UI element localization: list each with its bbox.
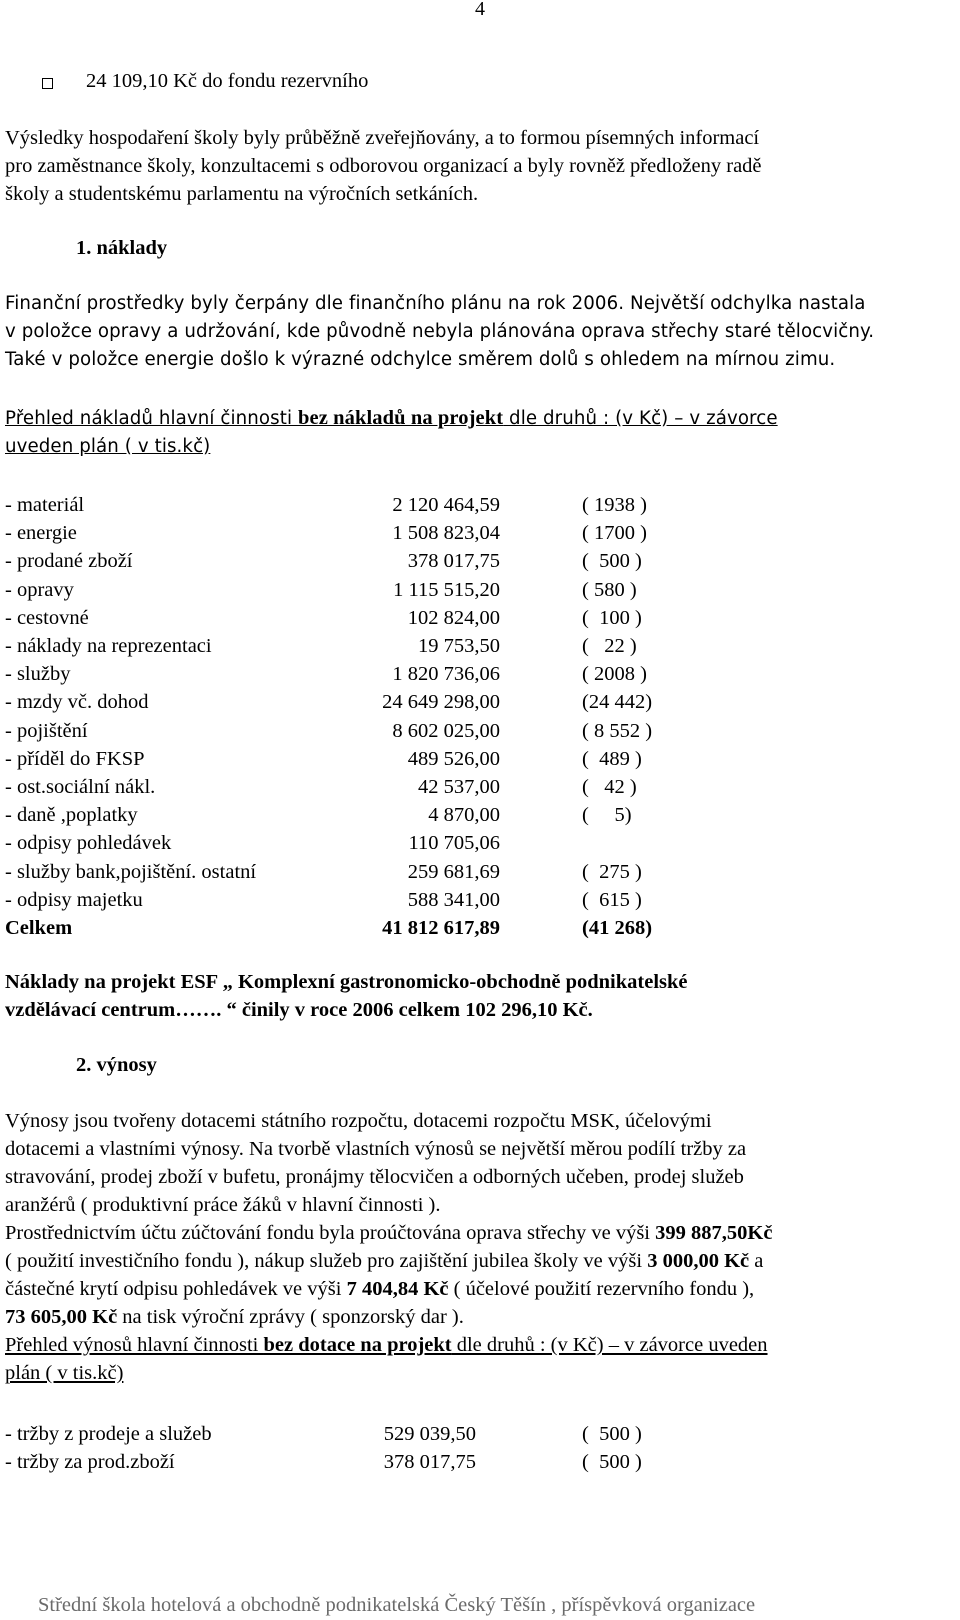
page-footer: Střední škola hotelová a obchodně podnikatelská Český Těšín , příspěvková organizace <box>38 1594 756 1616</box>
row-plan: ( 2008 ) <box>582 663 647 686</box>
section-heading-vynosy: 2. výnosy <box>76 1054 157 1076</box>
costs-table-row <box>0 519 960 547</box>
costs-table-row <box>0 858 960 886</box>
costs-overview-part3: dle druhů : (v Kč) – v závorce <box>503 408 778 429</box>
esf-paragraph <box>5 968 688 1024</box>
row-label: - cestovné <box>5 606 89 629</box>
row-label: - opravy <box>5 578 74 601</box>
costs-table-row <box>0 745 960 773</box>
costs-line: Finanční prostředky byly čerpány dle finančního plánu na rok 2006. Největší odchylka nastala <box>5 293 866 314</box>
costs-overview-line2: uveden plán ( v tis.kč) <box>5 436 211 457</box>
row-plan: ( 275 ) <box>582 860 642 883</box>
intro-line: Výsledky hospodaření školy byly průběžně zveřejňovány, a to formou písemných informací <box>5 127 760 149</box>
costs-table-row <box>0 576 960 604</box>
row-label: - náklady na reprezentaci <box>5 635 212 657</box>
row-plan: ( 22 ) <box>582 635 637 657</box>
costs-table-row <box>0 688 960 716</box>
row-plan: ( 489 ) <box>582 747 642 770</box>
fund-line: částečné krytí odpisu pohledávek ve výši 7 404,84 Kč ( účelové použití rezervního fondu ), <box>5 1278 755 1300</box>
row-plan: ( 500 ) <box>582 550 642 573</box>
row-amount: 110 705,06 <box>408 832 500 855</box>
row-amount: 1 820 736,06 <box>392 663 500 686</box>
revenue-line: aranžérů ( produktivní práce žáků v hlavní činnosti ). <box>5 1194 441 1216</box>
row-label: - ost.sociální nákl. <box>5 776 156 798</box>
costs-table-row <box>0 632 960 660</box>
revenue-overview-line2: plán ( v tis.kč) <box>5 1362 124 1384</box>
row-label: - tržby za prod.zboží <box>5 1451 175 1474</box>
row-amount: 529 039,50 <box>383 1423 476 1445</box>
row-label: - prodané zboží <box>5 550 133 573</box>
row-plan: ( 8 552 ) <box>582 719 653 742</box>
costs-line: Také v položce energie došlo k výrazné odchylce směrem dolů s ohledem na mírnou zimu. <box>5 349 836 370</box>
costs-table-row <box>0 829 960 857</box>
row-label: - tržby z prodeje a služeb <box>5 1423 212 1445</box>
row-plan: ( 580 ) <box>582 578 637 601</box>
amount-receivables: 7 404,84 Kč <box>346 1278 449 1300</box>
row-amount: 1 115 515,20 <box>393 578 500 601</box>
row-plan: ( 500 ) <box>582 1423 642 1445</box>
costs-table-row <box>0 773 960 801</box>
costs-table-row <box>0 660 960 688</box>
revenue-line: stravování, prodej zboží v bufetu, pronájmy tělocvičen a odborných učeben, prodej služeb <box>5 1166 744 1188</box>
row-amount: 378 017,75 <box>383 1451 476 1474</box>
costs-table-row <box>0 717 960 745</box>
row-amount: 259 681,69 <box>407 860 500 883</box>
intro-line: školy a studentskému parlamentu na výročních setkáních. <box>5 183 479 205</box>
row-label: - energie <box>5 522 77 545</box>
costs-table-row <box>0 491 960 519</box>
row-label: - služby bank,pojištění. ostatní <box>5 860 257 883</box>
row-amount: 4 870,00 <box>428 804 500 827</box>
row-amount: 102 824,00 <box>407 606 500 629</box>
intro-line: pro zaměstnance školy, konzultacemi s odborovou organizací a byly rovněž předloženy radě <box>5 155 762 177</box>
fund-line: Prostřednictvím účtu zúčtování fondu byla proúčtována oprava střechy ve výši 399 887,50Kč <box>5 1222 773 1244</box>
page-number: 4 <box>475 0 485 20</box>
row-amount: 489 526,00 <box>407 747 500 770</box>
esf-line: Náklady na projekt ESF „ Komplexní gastronomicko-obchodně podnikatelské <box>5 971 688 993</box>
amount-roof-repair: 399 887,50Kč <box>655 1222 773 1244</box>
section-heading-naklady: 1. náklady <box>76 237 168 259</box>
row-plan: ( 100 ) <box>582 606 642 629</box>
costs-table-row <box>0 914 960 942</box>
esf-line: vzdělávací centrum……. “ činily v roce 2006 celkem 102 296,10 Kč. <box>5 999 593 1021</box>
row-label: Celkem <box>5 917 73 939</box>
row-label: - služby <box>5 663 71 686</box>
row-label: - odpisy pohledávek <box>5 832 172 855</box>
row-amount: 588 341,00 <box>407 888 500 911</box>
row-label: - příděl do FKSP <box>5 747 145 770</box>
costs-table-row <box>0 547 960 575</box>
row-plan: ( 1700 ) <box>582 522 647 545</box>
revenue-line: dotacemi a vlastními výnosy. Na tvorbě vlastních výnosů se největší měrou podílí tržby za <box>5 1138 747 1160</box>
row-plan: (24 442) <box>582 691 653 714</box>
row-amount: 41 812 617,89 <box>382 917 500 939</box>
costs-table-row <box>0 886 960 914</box>
costs-table-row <box>0 604 960 632</box>
row-label: - mzdy vč. dohod <box>5 691 149 714</box>
row-amount: 19 753,50 <box>418 635 500 657</box>
revenue-table-row <box>0 1420 960 1448</box>
costs-overview-heading <box>5 404 778 461</box>
bullet-item: 24 109,10 Kč do fondu rezervního <box>86 70 369 92</box>
row-label: - pojištění <box>5 719 88 742</box>
fund-line: ( použití investičního fondu ), nákup služeb pro zajištění jubilea školy ve výši 3 000,00 Kč a <box>5 1250 764 1272</box>
row-label: - odpisy majetku <box>5 888 143 911</box>
row-plan: ( 500 ) <box>582 1451 642 1474</box>
costs-line: v položce opravy a udržování, kde původně nebyla plánována oprava střechy staré tělocvičny. <box>5 321 875 342</box>
fund-line: 73 605,00 Kč na tisk výroční zprávy ( sponzorský dar ). <box>5 1306 464 1328</box>
row-amount: 1 508 823,04 <box>392 522 500 545</box>
row-label: - materiál <box>5 494 85 516</box>
row-plan: ( 615 ) <box>582 888 642 911</box>
row-amount: 378 017,75 <box>407 550 500 573</box>
row-amount: 8 602 025,00 <box>392 719 500 742</box>
revenue-line: Výnosy jsou tvořeny dotacemi státního rozpočtu, dotacemi rozpočtu MSK, účelovými <box>5 1110 712 1132</box>
row-amount: 42 537,00 <box>418 776 500 798</box>
checkbox-bullet-icon <box>42 78 53 89</box>
costs-overview-bold: bez nákladů na projekt <box>298 407 504 429</box>
intro-paragraph <box>5 124 762 208</box>
amount-jubilee: 3 000,00 Kč <box>647 1250 750 1272</box>
row-plan: ( 1938 ) <box>582 494 647 516</box>
row-label: - daně ,poplatky <box>5 804 138 827</box>
revenue-table-row <box>0 1448 960 1476</box>
row-plan: (41 268) <box>582 917 653 939</box>
costs-overview-part1: Přehled nákladů hlavní činnosti <box>5 408 298 429</box>
amount-annual-report: 73 605,00 Kč <box>5 1306 118 1328</box>
revenue-overview-heading: Přehled výnosů hlavní činnosti bez dotace na projekt dle druhů : (v Kč) – v závorce uveden <box>5 1334 768 1356</box>
revenue-paragraph <box>5 1107 772 1387</box>
costs-table-row <box>0 801 960 829</box>
costs-paragraph <box>5 290 874 374</box>
row-amount: 2 120 464,59 <box>392 494 500 516</box>
row-plan: ( 5) <box>582 804 632 827</box>
row-plan: ( 42 ) <box>582 776 637 798</box>
row-amount: 24 649 298,00 <box>382 691 500 714</box>
